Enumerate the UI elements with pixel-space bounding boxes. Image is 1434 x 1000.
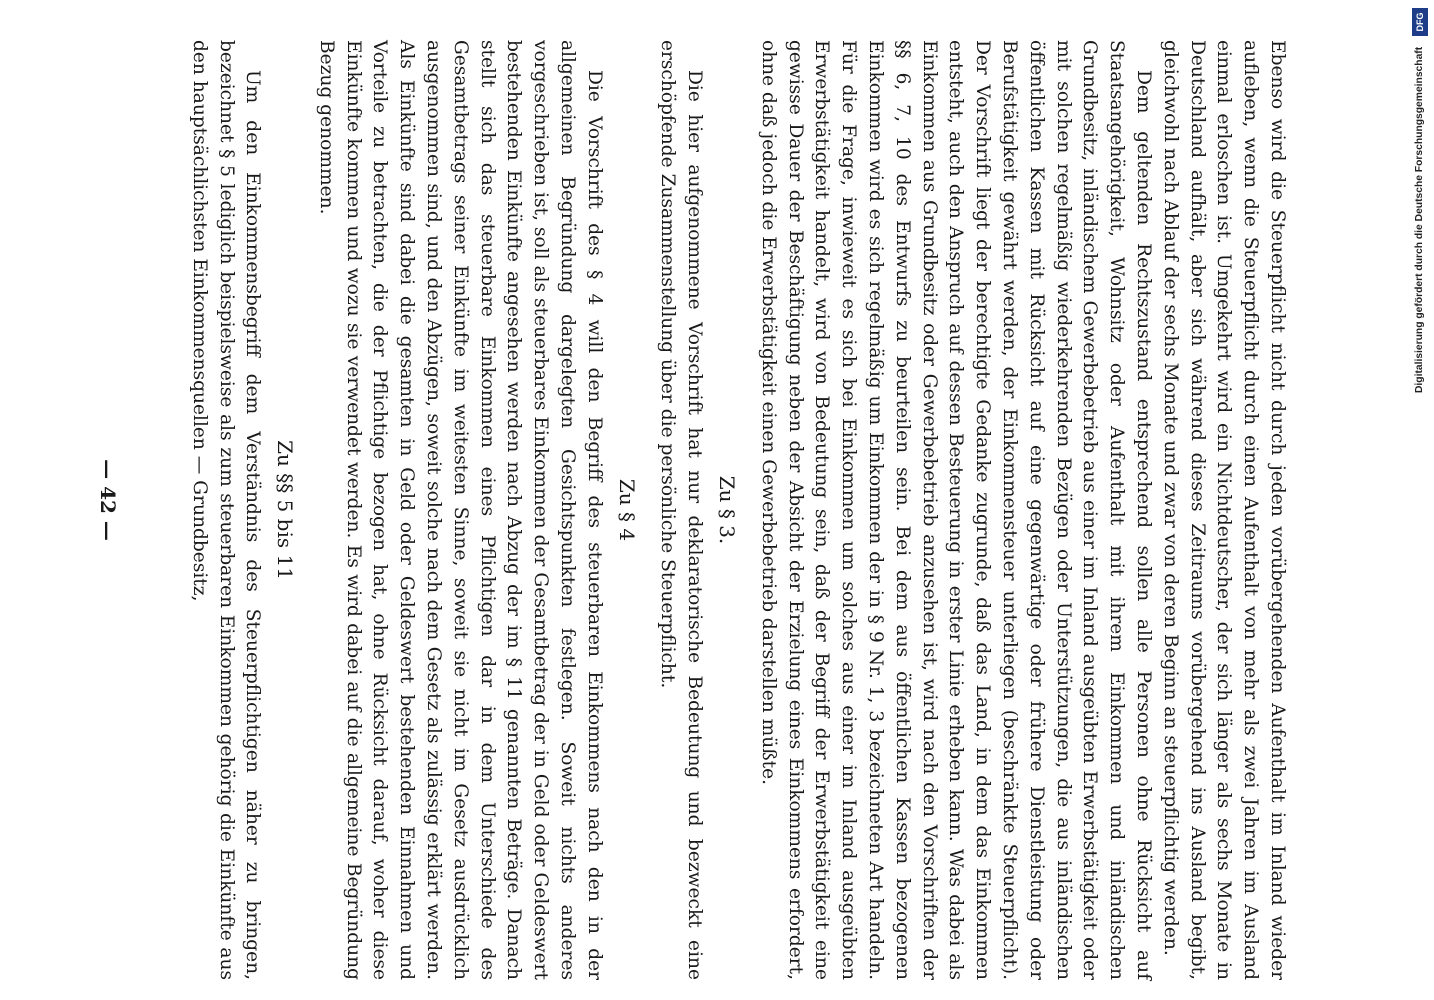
dfg-stamp-text: Digitalisierung gefördert durch die Deutsche Forschungsgemeinschaft <box>1414 46 1425 393</box>
paragraph-4: Die Vorschrift des § 4 will den Begriff des steuerbaren Einkommens nach den in der allgemeinen Begründung dargelegten Gesichtspunkten festlegen. Soweit nichts anderes vorgeschrieben ist, soll als steuerbares Einkommen der Gesamtbetrag der in Geld oder Geldeswert bestehenden Einkünfte angesehen werden nach Abzug der im § 11 genannten Beträge. Danach stellt sich das steuerbare Einkommen eines Pflichtigen dar in dem Unterschiede des Gesamtbetrags seiner Einkünfte im weitesten Sinne, soweit sie nicht im Gesetz ausdrücklich ausgenommen sind, und den Abzügen, soweit solche nach dem Gesetz als zulässig erklärt werden. Als Einkünfte sind dabei die gesamten in Geld oder Geldeswert bestehenden Einnahmen und Vorteile zu betrachten, die der Pflichtige bezogen hat, ohne Rücksicht darauf, woher diese Einkünfte kommen und wozu sie verwendet werden. Es wird dabei auf die allgemeine Begründung Bezug genommen. <box>315 40 605 980</box>
page-number-container <box>88 440 128 560</box>
paragraph-5: Um den Einkommensbegriff dem Verständnis des Steuerpflichtigen näher zu bringen, bezeichnet § 5 lediglich beispielsweise als zum steuerbaren Einkommen gehörig die Einkünfte aus den hauptsächlichsten Einkommensquellen — Grundbesitz, <box>188 40 264 980</box>
page-body <box>185 40 1290 980</box>
section-heading-3: Zu § 3. <box>715 475 740 545</box>
dfg-stamp <box>1410 8 1430 393</box>
page-number: — 42 — <box>96 459 120 541</box>
paragraph-3: Die hier aufgenommene Vorschrift hat nur deklaratorische Bedeutung und bezweckt eine erschöpfende Zusammenstellung über die persönliche Steuerpflicht. <box>657 40 706 980</box>
rotated-page <box>140 40 1290 980</box>
paragraph-1: Ebenso wird die Steuerpflicht nicht durch jeden vorübergehenden Aufenthalt im Inland wieder aufleben, wenn die Steuerpflicht durch einen Aufenthalt von mehr als zwei Jahren im Ausland einmal erloschen ist. Umgekehrt wird ein Nichtdeutscher, der sich länger als sechs Monate in Deutschland aufhält, aber sich während dieses Zeitraums vorübergehend ins Ausland begibt, gleichwohl nach Ablauf der sechs Monate und zwar von deren Beginn an steuerpflichtig werden. <box>1159 40 1288 980</box>
section-heading-5: Zu §§ 5 bis 11 <box>273 440 298 580</box>
dfg-logo <box>1412 8 1428 36</box>
paragraph-2: Dem geltenden Rechtszustand entsprechend sollen alle Personen ohne Rücksicht auf Staatsangehörigkeit, Wohnsitz oder Aufenthalt mit ihrem Einkommen und inländischen Grundbesitz, inländischem Gewerbebetrieb aus einer im Inland ausgeübten Erwerbstätigkeit oder mit solchen regelmäßig wiederkehrenden Bezügen oder Unterstützungen, die aus inländischen öffentlichen Kassen mit Rücksicht auf eine gegenwärtige oder frühere Dienstleistung oder Berufstätigkeit gewährt werden, der Einkommensteuer unterliegen (beschränkte Steuerpflicht). Der Vorschrift liegt der berechtigte Gedanke zugrunde, daß das Land, in dem das Einkommen entsteht, auch den Anspruch auf dessen Besteuerung in erster Linie erheben kann. Was dabei als Einkommen aus Grundbesitz oder Gewerbebetrieb anzusehen ist, wird nach den Vorschriften der §§ 6, 7, 10 des Entwurfs zu beurteilen sein. Bei dem aus öffentlichen Kassen bezogenen Einkommen wird es sich regelmäßig um Einkommen der in § 9 Nr. 1, 3 bezeichneten Art handeln. Für die Frage, inwieweit es sich bei Einkommen um solches aus einer im Inland ausgeübten Erwerbstätigkeit handelt, wird von Bedeutung sein, daß der Begriff der Erwerbstätigkeit eine gewisse Dauer der Beschäftigung neben der Absicht der Erzielung eines Einkommens erfordert, ohne daß jedoch die Erwerbstätigkeit einen Gewerbebetrieb darstellen müßte. <box>757 40 1155 980</box>
dfg-logo-text: DFG <box>1415 12 1425 32</box>
section-heading-4: Zu § 4 <box>614 478 639 542</box>
